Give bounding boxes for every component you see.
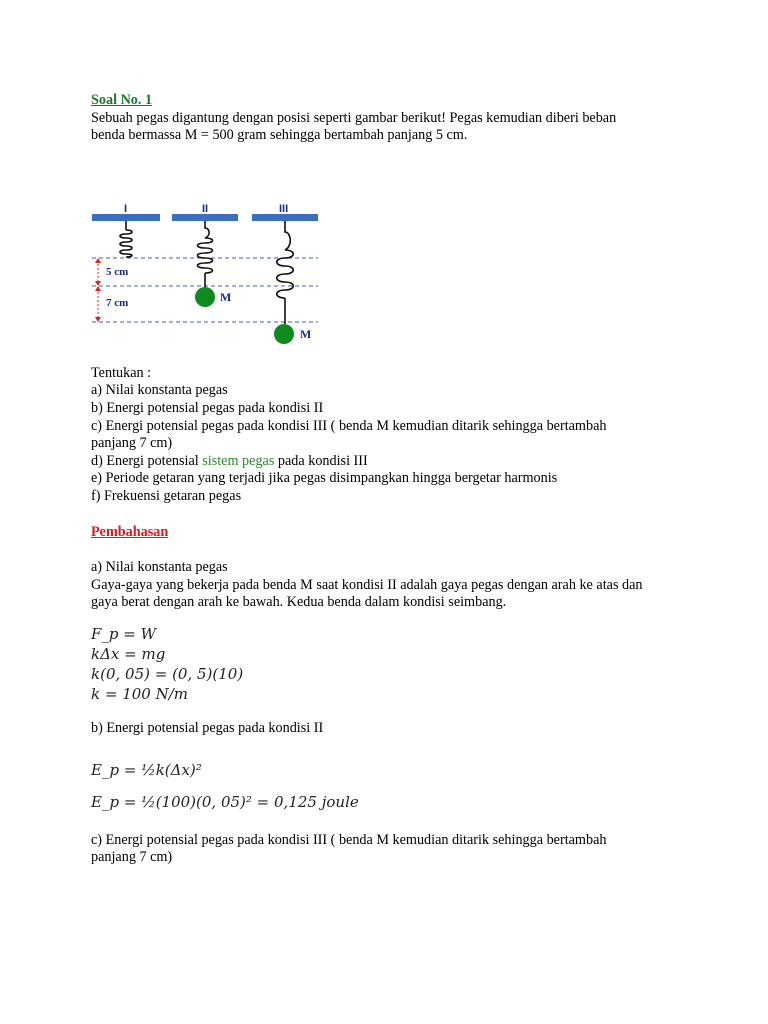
pembahasan-a-text2: gaya berat dengan arah ke bawah. Kedua benda dalam kondisi seimbang.: [91, 594, 507, 611]
mass-label-2: M: [220, 290, 232, 304]
soal-title: Soal No. 1: [91, 92, 153, 108]
support-bar-2: [172, 214, 238, 221]
arrow-5cm-head-up: [95, 258, 101, 263]
mass-label-3: M: [300, 327, 312, 341]
equation-5: E_p = ½k(Δx)²: [91, 760, 202, 779]
label-5cm: 5 cm: [106, 266, 129, 278]
label-II: II: [202, 203, 209, 215]
spring-1: [120, 221, 132, 257]
pembahasan-c-title1: c) Energi potensial pegas pada kondisi III ( benda M kemudian ditarik sehingga bertambah: [91, 831, 607, 848]
spring-figure: [88, 200, 328, 352]
support-bar-1: [92, 214, 160, 221]
mass-ball-3: [274, 324, 294, 344]
equation-4: k = 100 N/m: [91, 684, 188, 703]
spring-2: [198, 221, 213, 288]
equation-6: E_p = ½(100)(0, 05)² = 0,125 joule: [91, 792, 359, 811]
tentukan-label: Tentukan :: [91, 364, 152, 381]
soal-intro-1: Sebuah pegas digantung dengan posisi seperti gambar berikut! Pegas kemudian diberi beban: [91, 109, 617, 126]
sistem-pegas-link: sistem pegas: [202, 452, 275, 469]
tentukan-d: [91, 453, 691, 471]
label-7cm: 7 cm: [106, 297, 129, 309]
tentukan-f: f) Frekuensi getaran pegas: [91, 487, 242, 504]
tentukan-d-post: pada kondisi III: [274, 452, 368, 469]
tentukan-c1: c) Energi potensial pegas pada kondisi III ( benda M kemudian ditarik sehingga bertambah: [91, 417, 607, 434]
pembahasan-a-text1: Gaya-gaya yang bekerja pada benda M saat kondisi II adalah gaya pegas dengan arah ke atas dan: [91, 576, 643, 593]
tentukan-b: b) Energi potensial pegas pada kondisi II: [91, 399, 324, 416]
spring-3: [277, 221, 294, 324]
arrow-7cm-head-up: [95, 286, 101, 291]
pembahasan-c-title2: panjang 7 cm): [91, 849, 173, 866]
support-bar-3: [252, 214, 318, 221]
pembahasan-a-title: a) Nilai konstanta pegas: [91, 559, 228, 576]
equation-3: k(0, 05) = (0, 5)(10): [91, 664, 244, 683]
label-III: III: [279, 203, 289, 215]
soal-intro-2: benda bermassa M = 500 gram sehingga bertambah panjang 5 cm.: [91, 127, 468, 144]
tentukan-d-pre: d) Energi potensial: [91, 452, 203, 469]
equation-2: kΔx = mg: [91, 644, 166, 663]
arrow-7cm-head-down: [95, 317, 101, 322]
tentukan-a: a) Nilai konstanta pegas: [91, 382, 228, 399]
label-I: I: [124, 203, 128, 215]
pembahasan-title: Pembahasan: [91, 523, 169, 540]
tentukan-c2: panjang 7 cm): [91, 435, 173, 452]
arrow-5cm-head-down: [95, 281, 101, 286]
pembahasan-b-title: b) Energi potensial pegas pada kondisi II: [91, 719, 324, 736]
mass-ball-2: [195, 287, 215, 307]
equations-a: [91, 624, 691, 704]
equations-b: [91, 754, 691, 818]
equation-1: F_p = W: [91, 624, 157, 643]
tentukan-e: e) Periode getaran yang terjadi jika pegas disimpangkan hingga bergetar harmonis: [91, 470, 558, 487]
